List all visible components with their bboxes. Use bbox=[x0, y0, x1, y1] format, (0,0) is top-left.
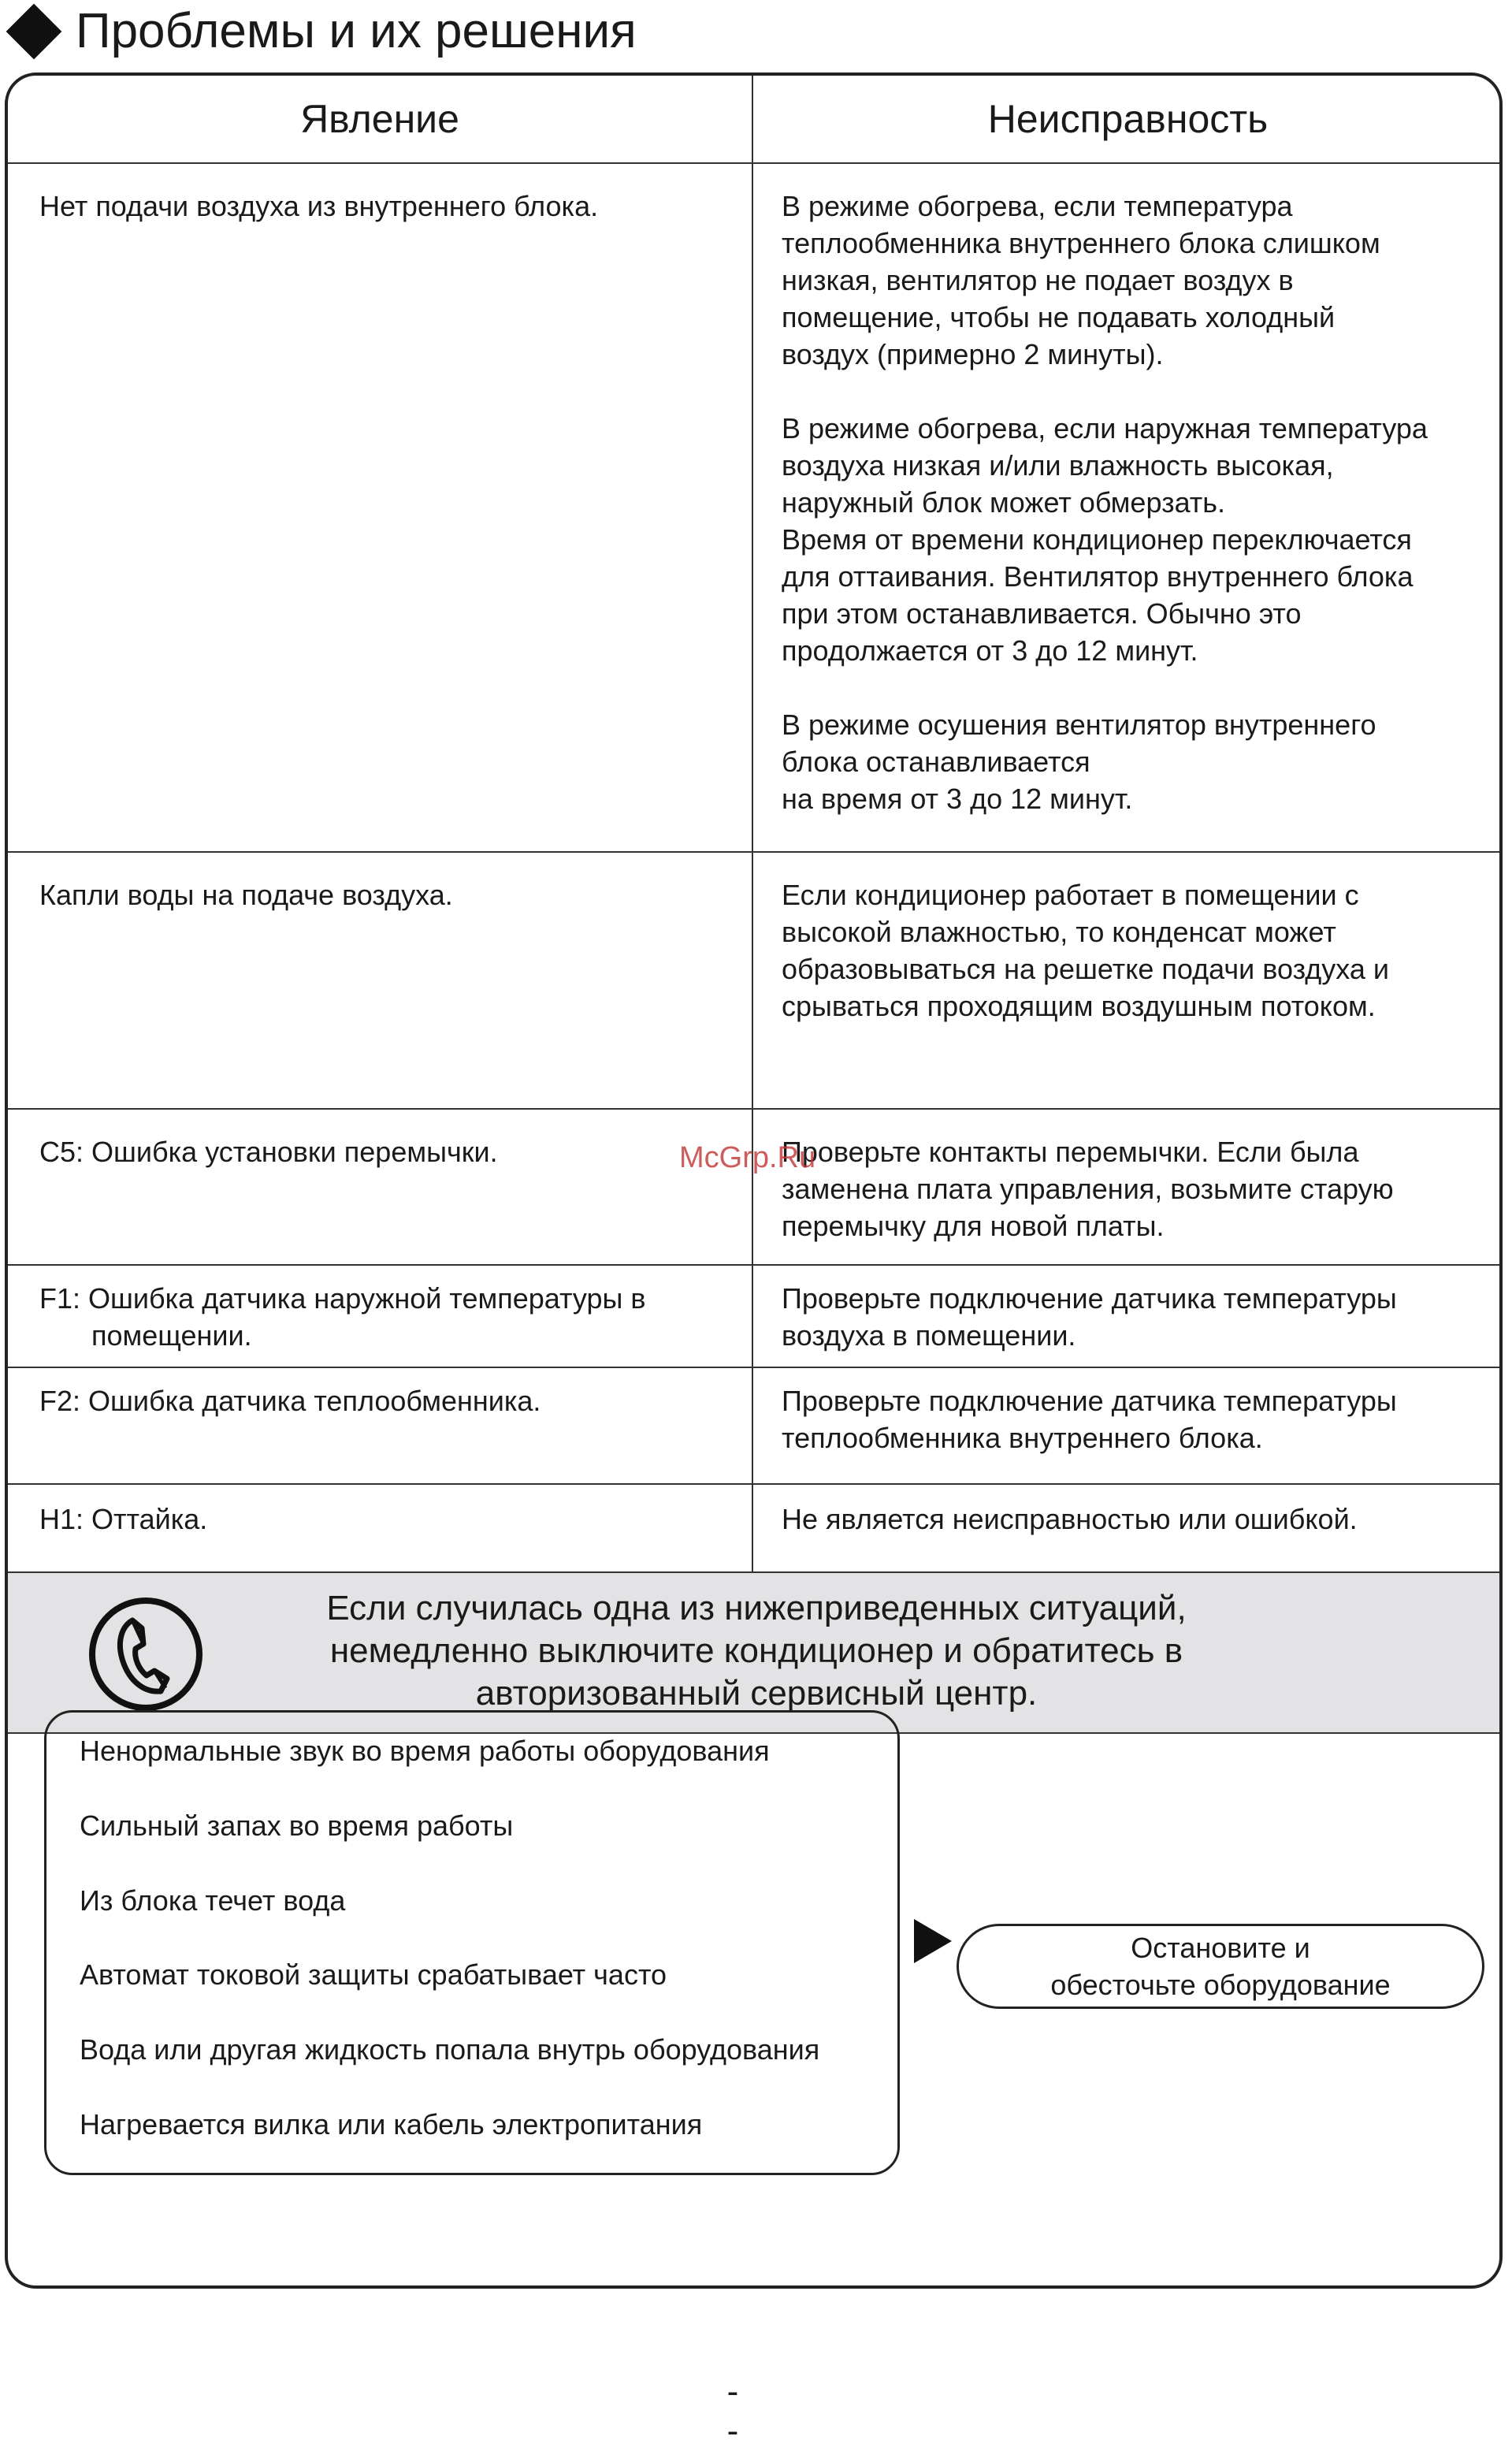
list-item: Сильный запах во время работы bbox=[80, 1809, 514, 1842]
symptom-cell: F2: Ошибка датчика теплообменника. bbox=[39, 1385, 541, 1417]
symptom-cell: Капли воды на подаче воздуха. bbox=[39, 879, 453, 911]
header-cause: Неисправность bbox=[987, 97, 1269, 141]
cause-cell: Не является неисправностью или ошибкой. bbox=[782, 1503, 1358, 1535]
header-symptom: Явление bbox=[300, 97, 459, 141]
table-row bbox=[8, 164, 1499, 853]
phone-icon bbox=[87, 1595, 205, 1713]
list-item: Ненормальные звук во время работы оборудования bbox=[80, 1735, 770, 1767]
diamond-bullet-icon bbox=[6, 4, 62, 60]
table-row bbox=[8, 1368, 1499, 1485]
cause-cell: Если кондиционер работает в помещении с высокой влажностью, то конденсат может образовываться на решетке подачи воздуха и срываться проходящим воздушным потоком. bbox=[782, 879, 1390, 1022]
table-row bbox=[8, 1110, 1499, 1266]
page-title bbox=[3, 0, 637, 63]
table-header-row bbox=[8, 76, 1499, 164]
list-item: Вода или другая жидкость попала внутрь оборудования bbox=[80, 2033, 820, 2066]
table-row bbox=[8, 1266, 1499, 1368]
situations-list bbox=[44, 1710, 900, 2175]
list-item: Нагревается вилка или кабель электропитания bbox=[80, 2108, 703, 2140]
page-title-text: Проблемы и их решения bbox=[76, 4, 637, 58]
symptom-cell: F1: Ошибка датчика наружной температуры в помещении. bbox=[39, 1282, 646, 1352]
symptom-cell: H1: Оттайка. bbox=[39, 1503, 208, 1535]
arrow-right-icon bbox=[914, 1919, 952, 1963]
page-number: - - bbox=[726, 2372, 786, 2450]
table-row bbox=[8, 853, 1499, 1110]
table-row bbox=[8, 1485, 1499, 1573]
cause-cell: В режиме обогрева, если температура теплообменника внутреннего блока слишком низкая, вентилятор не подает воздух в помещение, чтобы не подавать холодный воздух (примерно 2 минуты). В режиме обогрева, если наружная температура воздуха низкая и/или влажность высокая, наружный блок может обмерзать. Время от времени кондиционер переключается для оттаивания. Вентилятор внутреннего блока при этом останавливается. Обычно это продолжается от 3 до 12 минут. В режиме осушения вентилятор внутреннего блока останавливается на время от 3 до 12 минут. bbox=[782, 190, 1428, 815]
list-item: Автомат токовой защиты срабатывает часто bbox=[80, 1958, 667, 1991]
action-box: Остановите и обесточьте оборудование bbox=[957, 1924, 1484, 2009]
symptom-cell: C5: Ошибка установки перемычки. bbox=[39, 1136, 498, 1168]
warning-text: Если случилась одна из нижеприведенных ситуаций, немедленно выключите кондиционер и обратитесь в авторизованный сервисный центр. bbox=[326, 1589, 1187, 1713]
symptom-cell: Нет подачи воздуха из внутреннего блока. bbox=[39, 190, 599, 222]
cause-cell: Проверьте контакты перемычки. Если была заменена плата управления, возьмите старую перемычку для новой платы. bbox=[782, 1136, 1394, 1242]
cause-cell: Проверьте подключение датчика температуры воздуха в помещении. bbox=[782, 1282, 1397, 1352]
list-item: Из блока течет вода bbox=[80, 1884, 346, 1917]
watermark: McGrp.Ru bbox=[679, 1141, 816, 1174]
cause-cell: Проверьте подключение датчика температуры теплообменника внутреннего блока. bbox=[782, 1385, 1397, 1454]
